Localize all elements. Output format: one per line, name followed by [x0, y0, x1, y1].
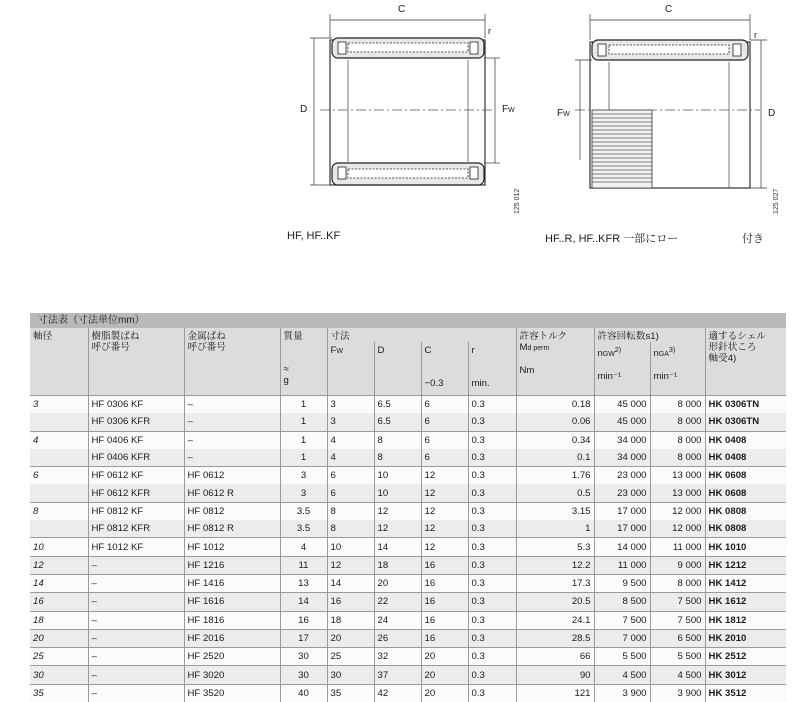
- table-row: [30, 467, 786, 485]
- cell-torque: 0.34: [516, 431, 594, 449]
- table-row: [30, 556, 786, 574]
- table-row: [30, 484, 786, 502]
- cell-torque: 66: [516, 648, 594, 666]
- cell-r: 0.3: [468, 574, 516, 592]
- cell-d: 37: [374, 666, 421, 684]
- cell-d: 10: [374, 467, 421, 485]
- table-row: [30, 684, 786, 702]
- cell-mass: 1: [280, 449, 327, 467]
- cell-nga: 12 000: [650, 520, 705, 538]
- cell-shaft: 14: [30, 574, 88, 592]
- cell-resin-part: HF 1012 KF: [88, 538, 184, 556]
- cell-ngw: 11 000: [594, 556, 650, 574]
- cell-ngw: 5 500: [594, 648, 650, 666]
- cell-torque: 17.3: [516, 574, 594, 592]
- cell-c: 6: [421, 449, 468, 467]
- cell-fw: 25: [327, 648, 374, 666]
- cell-torque: 12.2: [516, 556, 594, 574]
- cell-resin-part: HF 0612 KFR: [88, 484, 184, 502]
- cell-torque: 121: [516, 684, 594, 702]
- cell-metal-part: –: [184, 449, 280, 467]
- cell-resin-part: –: [88, 593, 184, 611]
- cell-ngw: 45 000: [594, 396, 650, 414]
- cell-mass: 30: [280, 648, 327, 666]
- cell-mass: 16: [280, 611, 327, 629]
- cell-ngw: 34 000: [594, 431, 650, 449]
- cell-r: 0.3: [468, 538, 516, 556]
- cell-shell: HK 0408: [705, 431, 786, 449]
- cell-shaft: 30: [30, 666, 88, 684]
- table-row: [30, 502, 786, 520]
- table-row: [30, 648, 786, 666]
- cell-shell: HK 0306TN: [705, 396, 786, 414]
- cell-ngw: 14 000: [594, 538, 650, 556]
- cell-shaft: [30, 520, 88, 538]
- dim-d-label: D: [768, 108, 776, 119]
- cell-ngw: 45 000: [594, 413, 650, 431]
- cell-c: 6: [421, 413, 468, 431]
- cell-metal-part: HF 0612 R: [184, 484, 280, 502]
- cell-ngw: 7 500: [594, 611, 650, 629]
- right-figure-caption: HF..R, HF..KFR 一部にロー: [545, 233, 679, 245]
- cell-resin-part: HF 0406 KFR: [88, 449, 184, 467]
- cell-torque: 20.5: [516, 593, 594, 611]
- table-row: [30, 666, 786, 684]
- table-row: [30, 413, 786, 431]
- cell-d: 8: [374, 449, 421, 467]
- cell-torque: 1: [516, 520, 594, 538]
- right-figure-caption-tail: 付き: [742, 233, 764, 245]
- cell-shell: HK 1010: [705, 538, 786, 556]
- header-speed: 許容回転数s1): [594, 328, 705, 342]
- cell-shaft: 35: [30, 684, 88, 702]
- dimension-table: [30, 313, 786, 700]
- hf-r-kfr-cross-section: [545, 0, 785, 230]
- table-row: [30, 431, 786, 449]
- cell-resin-part: HF 0812 KF: [88, 502, 184, 520]
- table-row: [30, 574, 786, 592]
- table-row: [30, 396, 786, 414]
- cell-shaft: 12: [30, 556, 88, 574]
- cell-c: 12: [421, 520, 468, 538]
- cell-ngw: 34 000: [594, 449, 650, 467]
- cell-shell: HK 2512: [705, 648, 786, 666]
- cell-d: 22: [374, 593, 421, 611]
- cell-shaft: 25: [30, 648, 88, 666]
- cell-r: 0.3: [468, 593, 516, 611]
- cell-d: 42: [374, 684, 421, 702]
- cell-c: 16: [421, 593, 468, 611]
- cell-shaft: [30, 449, 88, 467]
- table-row: [30, 538, 786, 556]
- cell-mass: 13: [280, 574, 327, 592]
- cell-fw: 10: [327, 538, 374, 556]
- cell-torque: 28.5: [516, 629, 594, 647]
- cell-d: 12: [374, 520, 421, 538]
- cell-resin-part: HF 0406 KF: [88, 431, 184, 449]
- cell-nga: 8 000: [650, 449, 705, 467]
- dim-c-label: C: [665, 4, 673, 15]
- cell-d: 6.5: [374, 396, 421, 414]
- cell-resin-part: –: [88, 629, 184, 647]
- dim-d-label: D: [300, 104, 308, 115]
- cell-metal-part: HF 2016: [184, 629, 280, 647]
- cell-metal-part: HF 1216: [184, 556, 280, 574]
- cell-metal-part: HF 2520: [184, 648, 280, 666]
- cell-ngw: 7 000: [594, 629, 650, 647]
- cell-metal-part: HF 0812 R: [184, 520, 280, 538]
- cell-shell: HK 0808: [705, 502, 786, 520]
- cell-shell: HK 3012: [705, 666, 786, 684]
- left-bearing-drawing: [290, 0, 520, 230]
- cell-fw: 3: [327, 396, 374, 414]
- table-title: 寸法表（寸法単位mm）: [30, 313, 786, 328]
- cell-mass: 14: [280, 593, 327, 611]
- spec-table-body: [30, 396, 786, 702]
- cell-ngw: 23 000: [594, 484, 650, 502]
- cell-shell: HK 1612: [705, 593, 786, 611]
- cell-torque: 24.1: [516, 611, 594, 629]
- cell-r: 0.3: [468, 611, 516, 629]
- cell-shell: HK 1212: [705, 556, 786, 574]
- cell-resin-part: –: [88, 648, 184, 666]
- header-mass: 質量 ≈ g: [280, 328, 327, 396]
- cell-c: 20: [421, 666, 468, 684]
- cell-d: 20: [374, 574, 421, 592]
- cell-metal-part: HF 1616: [184, 593, 280, 611]
- dim-r-label: r: [488, 26, 491, 36]
- right-figure-code: 125 027: [773, 188, 780, 214]
- cell-fw: 8: [327, 520, 374, 538]
- header-c: C −0.3: [421, 342, 468, 396]
- cell-shell: HK 1812: [705, 611, 786, 629]
- cell-torque: 0.5: [516, 484, 594, 502]
- cell-resin-part: –: [88, 684, 184, 702]
- cell-ngw: 9 500: [594, 574, 650, 592]
- dim-c-label: C: [398, 4, 406, 15]
- cell-shell: HK 1412: [705, 574, 786, 592]
- cell-metal-part: HF 0612: [184, 467, 280, 485]
- table-row: [30, 629, 786, 647]
- cell-nga: 6 500: [650, 629, 705, 647]
- cell-metal-part: HF 3520: [184, 684, 280, 702]
- cell-c: 12: [421, 467, 468, 485]
- cell-c: 6: [421, 431, 468, 449]
- cell-ngw: 8 500: [594, 593, 650, 611]
- cell-d: 24: [374, 611, 421, 629]
- cell-ngw: 23 000: [594, 467, 650, 485]
- cell-shell: HK 0408: [705, 449, 786, 467]
- cell-metal-part: HF 1416: [184, 574, 280, 592]
- cell-shaft: [30, 413, 88, 431]
- cell-mass: 1: [280, 431, 327, 449]
- cell-c: 12: [421, 538, 468, 556]
- cell-c: 20: [421, 684, 468, 702]
- cell-c: 12: [421, 484, 468, 502]
- cell-nga: 3 900: [650, 684, 705, 702]
- cell-d: 26: [374, 629, 421, 647]
- cell-r: 0.3: [468, 648, 516, 666]
- cell-shell: HK 0808: [705, 520, 786, 538]
- cell-metal-part: –: [184, 413, 280, 431]
- cell-nga: 8 000: [650, 396, 705, 414]
- cell-c: 16: [421, 556, 468, 574]
- dim-r-label: r: [754, 30, 757, 40]
- cell-resin-part: HF 0612 KF: [88, 467, 184, 485]
- header-shell: 適するシェル 形針状ころ 軸受4): [705, 328, 786, 396]
- cell-c: 20: [421, 648, 468, 666]
- cell-shaft: [30, 484, 88, 502]
- cell-fw: 4: [327, 431, 374, 449]
- cell-nga: 13 000: [650, 484, 705, 502]
- cell-r: 0.3: [468, 467, 516, 485]
- cell-ngw: 17 000: [594, 502, 650, 520]
- cell-shaft: 6: [30, 467, 88, 485]
- cell-resin-part: HF 0306 KF: [88, 396, 184, 414]
- header-dimensions: 寸法: [327, 328, 516, 342]
- cell-ngw: 3 900: [594, 684, 650, 702]
- header-fw: FW: [327, 342, 374, 396]
- cell-r: 0.3: [468, 666, 516, 684]
- left-figure-code: 125 012: [514, 188, 521, 214]
- table-row: [30, 593, 786, 611]
- cell-nga: 11 000: [650, 538, 705, 556]
- cell-resin-part: –: [88, 574, 184, 592]
- cell-nga: 7 500: [650, 593, 705, 611]
- cell-fw: 20: [327, 629, 374, 647]
- cell-d: 18: [374, 556, 421, 574]
- cell-nga: 7 500: [650, 611, 705, 629]
- cell-shaft: 8: [30, 502, 88, 520]
- cell-d: 6.5: [374, 413, 421, 431]
- cell-r: 0.3: [468, 520, 516, 538]
- cell-metal-part: –: [184, 431, 280, 449]
- cell-r: 0.3: [468, 396, 516, 414]
- cell-d: 14: [374, 538, 421, 556]
- cell-fw: 4: [327, 449, 374, 467]
- cell-mass: 3: [280, 484, 327, 502]
- cell-mass: 3.5: [280, 520, 327, 538]
- cell-torque: 90: [516, 666, 594, 684]
- cell-fw: 6: [327, 467, 374, 485]
- cell-shell: HK 3512: [705, 684, 786, 702]
- cell-fw: 30: [327, 666, 374, 684]
- cell-shaft: 20: [30, 629, 88, 647]
- cell-mass: 17: [280, 629, 327, 647]
- cell-shell: HK 2010: [705, 629, 786, 647]
- cell-nga: 8 000: [650, 574, 705, 592]
- cell-metal-part: HF 0812: [184, 502, 280, 520]
- cell-mass: 4: [280, 538, 327, 556]
- cell-nga: 8 000: [650, 413, 705, 431]
- cell-d: 8: [374, 431, 421, 449]
- table-row: [30, 611, 786, 629]
- cell-fw: 12: [327, 556, 374, 574]
- header-shaft: 軸径: [30, 328, 88, 396]
- cell-nga: 5 500: [650, 648, 705, 666]
- cell-d: 10: [374, 484, 421, 502]
- dim-fw-label: FW: [557, 108, 570, 119]
- cell-torque: 0.1: [516, 449, 594, 467]
- cell-nga: 9 000: [650, 556, 705, 574]
- header-nga: nGA$^{3)}$ min⁻¹: [650, 342, 705, 396]
- cell-mass: 3.5: [280, 502, 327, 520]
- cell-torque: 1.76: [516, 467, 594, 485]
- cell-metal-part: –: [184, 396, 280, 414]
- cell-torque: 3.15: [516, 502, 594, 520]
- cell-ngw: 17 000: [594, 520, 650, 538]
- right-bearing-drawing: [545, 0, 785, 230]
- knurl-pattern: [592, 110, 652, 188]
- cell-shaft: 10: [30, 538, 88, 556]
- cell-mass: 40: [280, 684, 327, 702]
- cell-nga: 12 000: [650, 502, 705, 520]
- header-resin-spring: 樹脂製ばね 呼び番号: [88, 328, 184, 396]
- cell-shaft: 16: [30, 593, 88, 611]
- cell-r: 0.3: [468, 629, 516, 647]
- cell-resin-part: –: [88, 556, 184, 574]
- cell-c: 6: [421, 396, 468, 414]
- cell-metal-part: HF 1816: [184, 611, 280, 629]
- cell-c: 16: [421, 629, 468, 647]
- cell-shaft: 4: [30, 431, 88, 449]
- cell-r: 0.3: [468, 556, 516, 574]
- cell-c: 16: [421, 574, 468, 592]
- cell-r: 0.3: [468, 484, 516, 502]
- cell-mass: 3: [280, 467, 327, 485]
- cell-fw: 18: [327, 611, 374, 629]
- cell-shaft: 18: [30, 611, 88, 629]
- cell-resin-part: –: [88, 666, 184, 684]
- cell-fw: 3: [327, 413, 374, 431]
- cell-torque: 0.18: [516, 396, 594, 414]
- cell-shell: HK 0608: [705, 484, 786, 502]
- cell-metal-part: HF 3020: [184, 666, 280, 684]
- cell-torque: 5.3: [516, 538, 594, 556]
- spec-table: [30, 328, 786, 702]
- cell-resin-part: HF 0812 KFR: [88, 520, 184, 538]
- cell-ngw: 4 500: [594, 666, 650, 684]
- cell-shell: HK 0306TN: [705, 413, 786, 431]
- table-row: [30, 449, 786, 467]
- cell-torque: 0.06: [516, 413, 594, 431]
- cell-r: 0.3: [468, 413, 516, 431]
- cell-resin-part: –: [88, 611, 184, 629]
- cell-r: 0.3: [468, 449, 516, 467]
- cell-c: 12: [421, 502, 468, 520]
- cell-r: 0.3: [468, 431, 516, 449]
- header-torque: 許容トルク Md perm Nm: [516, 328, 594, 396]
- cell-mass: 30: [280, 666, 327, 684]
- header-metal-spring: 金属ばね 呼び番号: [184, 328, 280, 396]
- cell-r: 0.3: [468, 502, 516, 520]
- header-ngw: nGW$^{2)}$ min⁻¹: [594, 342, 650, 396]
- cell-nga: 8 000: [650, 431, 705, 449]
- cell-mass: 11: [280, 556, 327, 574]
- cell-fw: 35: [327, 684, 374, 702]
- header-r: r min.: [468, 342, 516, 396]
- cell-fw: 16: [327, 593, 374, 611]
- cell-shell: HK 0608: [705, 467, 786, 485]
- cell-c: 16: [421, 611, 468, 629]
- cell-nga: 13 000: [650, 467, 705, 485]
- cell-fw: 6: [327, 484, 374, 502]
- table-row: [30, 520, 786, 538]
- cell-d: 12: [374, 502, 421, 520]
- cell-r: 0.3: [468, 684, 516, 702]
- hf-kf-cross-section: [290, 0, 520, 230]
- cell-fw: 8: [327, 502, 374, 520]
- cell-d: 32: [374, 648, 421, 666]
- cell-resin-part: HF 0306 KFR: [88, 413, 184, 431]
- left-figure-caption: HF, HF..KF: [287, 230, 341, 242]
- cell-fw: 14: [327, 574, 374, 592]
- cell-mass: 1: [280, 413, 327, 431]
- cell-nga: 4 500: [650, 666, 705, 684]
- dim-fw-label: FW: [502, 104, 515, 115]
- header-d: D: [374, 342, 421, 396]
- cell-shaft: 3: [30, 396, 88, 414]
- cell-metal-part: HF 1012: [184, 538, 280, 556]
- cell-mass: 1: [280, 396, 327, 414]
